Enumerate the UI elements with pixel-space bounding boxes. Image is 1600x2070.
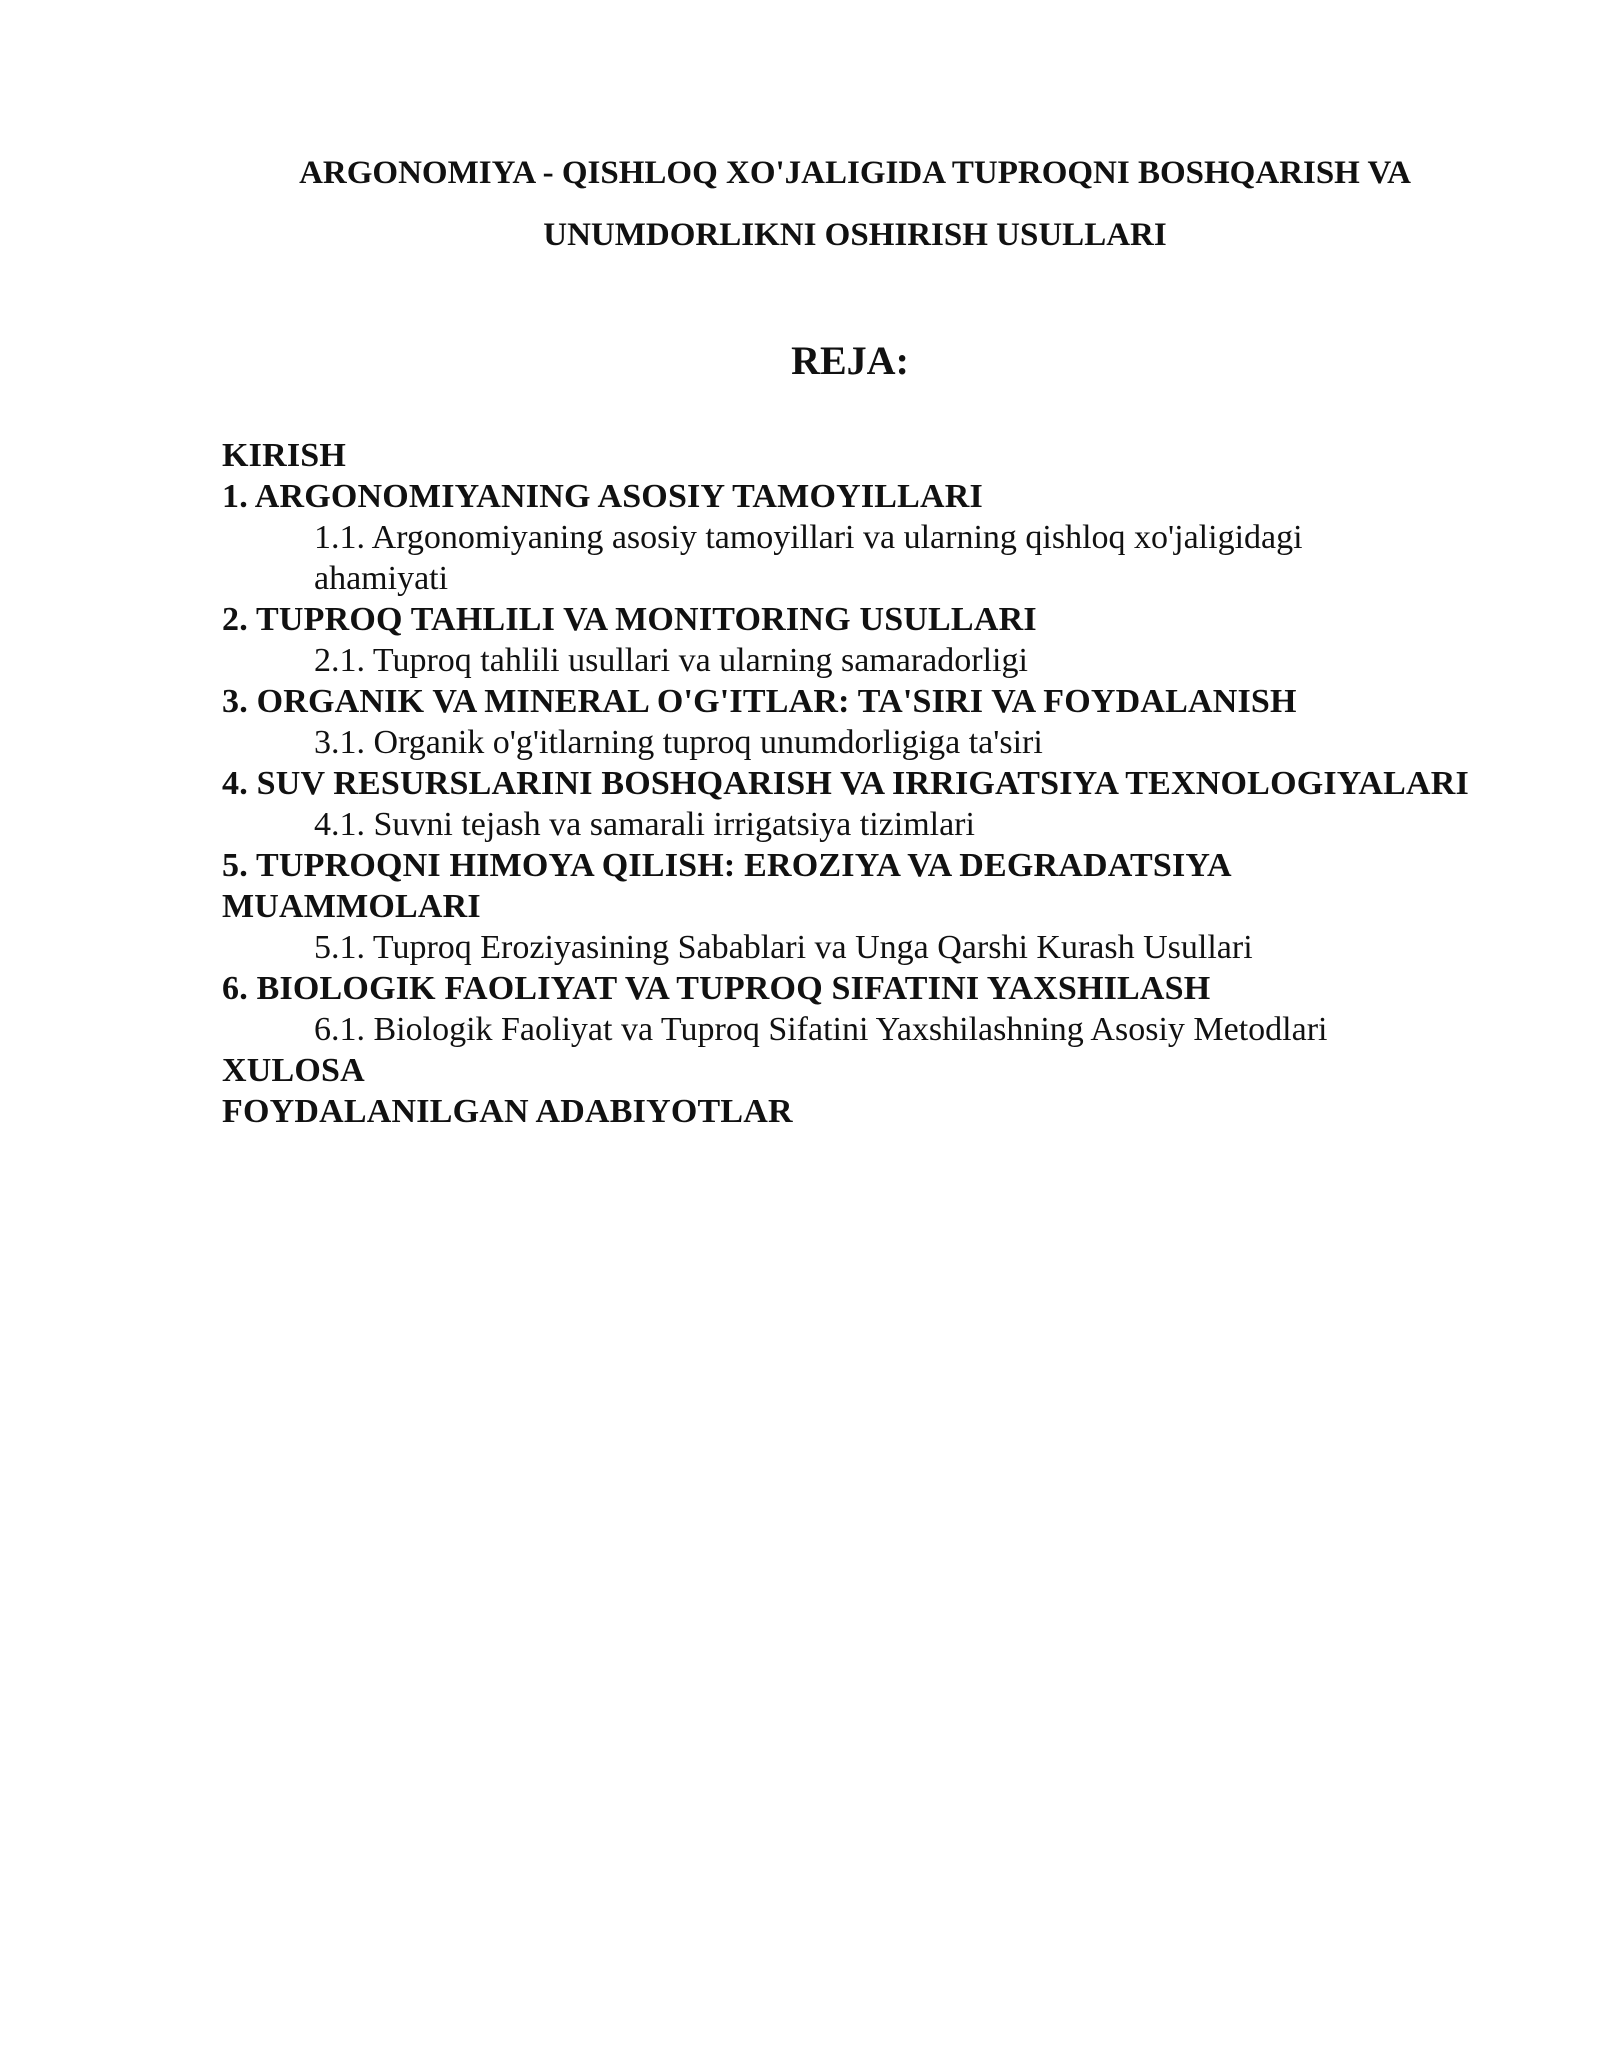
- table-of-contents: [222, 435, 1472, 1132]
- toc-item-kirish: KIRISH: [222, 437, 347, 474]
- toc-item-section-4: 4. SUV RESURSLARINI BOSHQARISH VA IRRIGATSIYA TEXNOLOGIYALARI: [222, 765, 1469, 802]
- document-title: [220, 142, 1490, 266]
- toc-item-subsection-4-1: 4.1. Suvni tejash va samarali irrigatsiya tizimlari: [314, 806, 975, 843]
- toc-item-section-5: 5. TUPROQNI HIMOYA QILISH: EROZIYA VA DEGRADATSIYA MUAMMOLARI: [222, 847, 1230, 925]
- toc-item-subsection-3-1: 3.1. Organik o'g'itlarning tuproq unumdorligiga ta'siri: [314, 724, 1043, 761]
- toc-item-section-6: 6. BIOLOGIK FAOLIYAT VA TUPROQ SIFATINI YAXSHILASH: [222, 970, 1211, 1007]
- toc-item-section-2: 2. TUPROQ TAHLILI VA MONITORING USULLARI: [222, 601, 1037, 638]
- toc-item-references: FOYDALANILGAN ADABIYOTLAR: [222, 1093, 793, 1130]
- document-title-line-1: ARGONOMIYA - QISHLOQ XO'JALIGIDA TUPROQNI BOSHQARISH VA: [299, 155, 1411, 191]
- toc-item-subsection-6-1: 6.1. Biologik Faoliyat va Tuproq Sifatini Yaxshilashning Asosiy Metodlari: [314, 1011, 1328, 1048]
- document-title-line-2: UNUMDORLIKNI OSHIRISH USULLARI: [543, 217, 1167, 253]
- toc-item-subsection-5-1: 5.1. Tuproq Eroziyasining Sabablari va Unga Qarshi Kurash Usullari: [314, 929, 1253, 966]
- toc-item-subsection-1-1: 1.1. Argonomiyaning asosiy tamoyillari va ularning qishloq xo'jaligidagi ahamiyati: [314, 519, 1303, 597]
- toc-item-subsection-2-1: 2.1. Tuproq tahlili usullari va ularning samaradorligi: [314, 642, 1028, 679]
- plan-heading: REJA:: [791, 338, 909, 383]
- toc-item-xulosa: XULOSA: [222, 1052, 365, 1089]
- toc-item-section-1: 1. ARGONOMIYANING ASOSIY TAMOYILLARI: [222, 478, 983, 515]
- toc-item-section-3: 3. ORGANIK VA MINERAL O'G'ITLAR: TA'SIRI VA FOYDALANISH: [222, 683, 1297, 720]
